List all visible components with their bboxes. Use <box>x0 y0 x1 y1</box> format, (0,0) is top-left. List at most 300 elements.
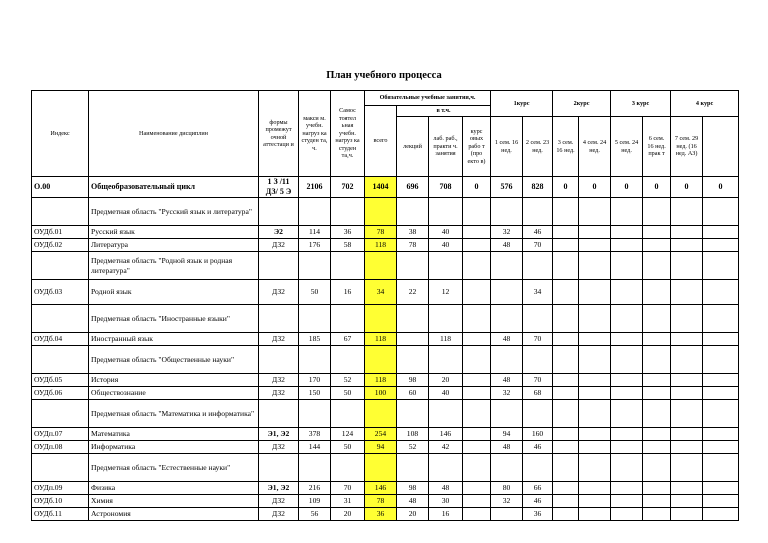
cell-self: 70 <box>331 482 365 495</box>
cell-cw <box>463 346 491 374</box>
cell-name: Литература <box>89 239 259 252</box>
cell-total <box>365 400 397 428</box>
cell-s2: 68 <box>523 387 553 400</box>
cell-name: Математика <box>89 428 259 441</box>
cell-total <box>365 346 397 374</box>
cell-s3 <box>553 239 579 252</box>
cell-labs <box>429 252 463 280</box>
header-sem-3: 3 сем. 16 нед. <box>553 117 579 177</box>
cell-cw <box>463 239 491 252</box>
cell-total: 78 <box>365 495 397 508</box>
cell-s1: 576 <box>491 177 523 198</box>
cell-total: 254 <box>365 428 397 441</box>
cell-s7 <box>671 400 703 428</box>
cell-self <box>331 454 365 482</box>
cell-s2 <box>523 198 553 226</box>
cell-s5 <box>611 454 643 482</box>
cell-s5 <box>611 400 643 428</box>
cell-name: Предметная область "Естественные науки" <box>89 454 259 482</box>
header-sem-8 <box>703 117 739 177</box>
cell-s6 <box>643 333 671 346</box>
cell-cw <box>463 387 491 400</box>
cell-s3 <box>553 428 579 441</box>
cell-lect: 52 <box>397 441 429 454</box>
cell-s6 <box>643 495 671 508</box>
cell-s5 <box>611 252 643 280</box>
header-sem-1: 1 сем. 16 нед. <box>491 117 523 177</box>
cell-total: 118 <box>365 374 397 387</box>
header-index: Индекс <box>32 91 89 177</box>
cell-form: ДЗ2 <box>259 239 299 252</box>
cell-s4 <box>579 239 611 252</box>
cell-cw <box>463 226 491 239</box>
cell-self <box>331 252 365 280</box>
cell-name: Предметная область "Русский язык и литература" <box>89 198 259 226</box>
cell-lect: 38 <box>397 226 429 239</box>
cell-index: ОУДб.02 <box>32 239 89 252</box>
cell-labs: 40 <box>429 226 463 239</box>
cell-lect: 22 <box>397 280 429 305</box>
cell-s4 <box>579 305 611 333</box>
cell-s1: 48 <box>491 441 523 454</box>
cell-self: 50 <box>331 441 365 454</box>
cell-self <box>331 400 365 428</box>
cell-s1: 80 <box>491 482 523 495</box>
cell-index <box>32 252 89 280</box>
cell-s2: 46 <box>523 226 553 239</box>
cell-labs: 42 <box>429 441 463 454</box>
cell-max: 176 <box>299 239 331 252</box>
cell-max: 56 <box>299 508 331 521</box>
header-sem-5: 5 сем. 24 нед. <box>611 117 643 177</box>
cell-total: 34 <box>365 280 397 305</box>
cell-max: 2106 <box>299 177 331 198</box>
cell-form: Э1, Э2 <box>259 482 299 495</box>
cell-index: ОУДп.09 <box>32 482 89 495</box>
cell-s8: 0 <box>703 177 739 198</box>
cell-self: 67 <box>331 333 365 346</box>
cell-max <box>299 198 331 226</box>
cell-total <box>365 305 397 333</box>
cell-s3 <box>553 226 579 239</box>
cell-s4 <box>579 441 611 454</box>
cell-index: ОУДб.03 <box>32 280 89 305</box>
cell-lect <box>397 454 429 482</box>
cell-s1: 48 <box>491 374 523 387</box>
cell-cw <box>463 482 491 495</box>
cell-s7 <box>671 239 703 252</box>
cell-index: ОУДб.11 <box>32 508 89 521</box>
cell-self: 20 <box>331 508 365 521</box>
cell-labs: 30 <box>429 495 463 508</box>
subject-area-row <box>32 252 739 280</box>
cell-name: Информатика <box>89 441 259 454</box>
cell-labs: 118 <box>429 333 463 346</box>
header-name: Наименование дисциплин <box>89 91 259 177</box>
cell-s8 <box>703 400 739 428</box>
cell-s5 <box>611 482 643 495</box>
cell-s7 <box>671 305 703 333</box>
cell-name: Предметная область "Общественные науки" <box>89 346 259 374</box>
cell-s6 <box>643 252 671 280</box>
cell-lect <box>397 252 429 280</box>
cell-index: ОУДб.05 <box>32 374 89 387</box>
header-course-work: курс овых рабо т (про екто в) <box>463 117 491 177</box>
cell-s6 <box>643 428 671 441</box>
cell-index: ОУДб.01 <box>32 226 89 239</box>
cell-s1: 32 <box>491 495 523 508</box>
cell-labs: 16 <box>429 508 463 521</box>
cell-lect: 108 <box>397 428 429 441</box>
cell-labs: 708 <box>429 177 463 198</box>
cell-s7: 0 <box>671 177 703 198</box>
cell-s1 <box>491 346 523 374</box>
cell-s5 <box>611 441 643 454</box>
cell-s1: 32 <box>491 226 523 239</box>
header-labs: лаб. раб., практи ч. занятия <box>429 117 463 177</box>
cell-max: 170 <box>299 374 331 387</box>
cell-lect <box>397 305 429 333</box>
cell-total: 146 <box>365 482 397 495</box>
cell-self: 52 <box>331 374 365 387</box>
cell-max: 50 <box>299 280 331 305</box>
cell-form: 1 З /11 ДЗ/ 5 Э <box>259 177 299 198</box>
cell-s4 <box>579 508 611 521</box>
cell-cw <box>463 305 491 333</box>
cell-s2: 160 <box>523 428 553 441</box>
cell-cw: 0 <box>463 177 491 198</box>
cell-max: 144 <box>299 441 331 454</box>
cell-s7 <box>671 441 703 454</box>
cell-s7 <box>671 252 703 280</box>
subject-area-row <box>32 305 739 333</box>
cell-labs: 48 <box>429 482 463 495</box>
cell-labs <box>429 400 463 428</box>
cell-s3 <box>553 346 579 374</box>
cell-lect <box>397 400 429 428</box>
cell-self: 50 <box>331 387 365 400</box>
cell-index <box>32 346 89 374</box>
cell-s5 <box>611 305 643 333</box>
cell-total: 78 <box>365 226 397 239</box>
cell-self: 702 <box>331 177 365 198</box>
cell-form: ДЗ2 <box>259 280 299 305</box>
cell-s3 <box>553 441 579 454</box>
cell-s3 <box>553 495 579 508</box>
cell-s5 <box>611 280 643 305</box>
cell-s7 <box>671 428 703 441</box>
cell-cw <box>463 428 491 441</box>
cell-s6 <box>643 454 671 482</box>
cell-s3 <box>553 387 579 400</box>
cell-s7 <box>671 482 703 495</box>
cell-max: 150 <box>299 387 331 400</box>
cell-s2 <box>523 305 553 333</box>
cell-total: 94 <box>365 441 397 454</box>
cell-s6 <box>643 387 671 400</box>
cell-s4 <box>579 428 611 441</box>
cell-s6 <box>643 441 671 454</box>
header-sem-6: 6 сем. 16 нед. прак т <box>643 117 671 177</box>
cell-name: Астрономия <box>89 508 259 521</box>
cell-s4 <box>579 226 611 239</box>
table-row <box>32 482 739 495</box>
summary-row <box>32 177 739 198</box>
cell-lect: 20 <box>397 508 429 521</box>
cell-index: ОУДп.07 <box>32 428 89 441</box>
cell-s8 <box>703 198 739 226</box>
cell-s8 <box>703 454 739 482</box>
cell-self: 124 <box>331 428 365 441</box>
cell-index <box>32 400 89 428</box>
cell-index <box>32 198 89 226</box>
table-row <box>32 441 739 454</box>
cell-form <box>259 198 299 226</box>
cell-labs <box>429 346 463 374</box>
cell-s4 <box>579 400 611 428</box>
cell-form <box>259 400 299 428</box>
cell-s1 <box>491 198 523 226</box>
cell-cw <box>463 333 491 346</box>
cell-s5 <box>611 428 643 441</box>
cell-s6 <box>643 346 671 374</box>
cell-s3: 0 <box>553 177 579 198</box>
cell-s1: 94 <box>491 428 523 441</box>
cell-self <box>331 198 365 226</box>
subject-area-row <box>32 198 739 226</box>
cell-max <box>299 454 331 482</box>
cell-s4 <box>579 482 611 495</box>
cell-s8 <box>703 508 739 521</box>
cell-s1 <box>491 252 523 280</box>
cell-s6 <box>643 239 671 252</box>
cell-s4 <box>579 333 611 346</box>
header-max-load: макси м. учебн. нагруз ка студен та, ч. <box>299 91 331 177</box>
cell-s2: 46 <box>523 441 553 454</box>
cell-labs: 146 <box>429 428 463 441</box>
cell-s5 <box>611 226 643 239</box>
header-course-1: 1курс <box>491 91 553 117</box>
table-row <box>32 280 739 305</box>
cell-form <box>259 346 299 374</box>
cell-s6 <box>643 226 671 239</box>
table-row <box>32 239 739 252</box>
cell-s7 <box>671 454 703 482</box>
cell-s2: 34 <box>523 280 553 305</box>
cell-max <box>299 400 331 428</box>
cell-cw <box>463 252 491 280</box>
cell-s2 <box>523 346 553 374</box>
cell-s3 <box>553 508 579 521</box>
cell-s5 <box>611 333 643 346</box>
cell-labs <box>429 305 463 333</box>
cell-s7 <box>671 226 703 239</box>
cell-cw <box>463 441 491 454</box>
table-row <box>32 495 739 508</box>
cell-form <box>259 305 299 333</box>
cell-form: ДЗ2 <box>259 387 299 400</box>
cell-s7 <box>671 333 703 346</box>
header-sem-4: 4 сем. 24 нед. <box>579 117 611 177</box>
cell-lect <box>397 198 429 226</box>
cell-s3 <box>553 198 579 226</box>
cell-s8 <box>703 252 739 280</box>
cell-s1: 48 <box>491 239 523 252</box>
cell-name: Родной язык <box>89 280 259 305</box>
cell-s4: 0 <box>579 177 611 198</box>
cell-s7 <box>671 387 703 400</box>
cell-s2: 828 <box>523 177 553 198</box>
cell-s6 <box>643 508 671 521</box>
cell-s2: 70 <box>523 333 553 346</box>
cell-max: 185 <box>299 333 331 346</box>
cell-s3 <box>553 454 579 482</box>
cell-total <box>365 252 397 280</box>
cell-max <box>299 252 331 280</box>
cell-form: ДЗ2 <box>259 333 299 346</box>
cell-s7 <box>671 198 703 226</box>
cell-s8 <box>703 495 739 508</box>
cell-s4 <box>579 280 611 305</box>
cell-s2 <box>523 454 553 482</box>
curriculum-table <box>31 90 739 521</box>
header-self-study: Самос тоятел ьная учебн. нагруз ка студен та,ч. <box>331 91 365 177</box>
header-lectures: лекций <box>397 117 429 177</box>
cell-lect: 78 <box>397 239 429 252</box>
cell-s8 <box>703 428 739 441</box>
cell-form: ДЗ2 <box>259 495 299 508</box>
cell-s3 <box>553 374 579 387</box>
header-incl: в т.ч. <box>397 106 491 117</box>
cell-s2 <box>523 252 553 280</box>
subject-area-row <box>32 346 739 374</box>
cell-s1 <box>491 305 523 333</box>
cell-labs <box>429 454 463 482</box>
cell-lect: 98 <box>397 374 429 387</box>
table-row <box>32 387 739 400</box>
cell-form <box>259 454 299 482</box>
cell-max: 109 <box>299 495 331 508</box>
cell-name: Химия <box>89 495 259 508</box>
cell-s7 <box>671 508 703 521</box>
table-row <box>32 333 739 346</box>
cell-labs: 20 <box>429 374 463 387</box>
cell-s3 <box>553 482 579 495</box>
cell-s4 <box>579 198 611 226</box>
header-course-3: 3 курс <box>611 91 671 117</box>
cell-s6 <box>643 305 671 333</box>
cell-name: Предметная область "Иностранные языки" <box>89 305 259 333</box>
table-row <box>32 226 739 239</box>
cell-labs: 40 <box>429 239 463 252</box>
cell-s5 <box>611 508 643 521</box>
cell-s5 <box>611 374 643 387</box>
page-title: План учебного процесса <box>326 70 442 81</box>
cell-name: Предметная область "Родной язык и родная литература" <box>89 252 259 280</box>
table-row <box>32 374 739 387</box>
cell-name: Физика <box>89 482 259 495</box>
cell-s7 <box>671 280 703 305</box>
cell-s8 <box>703 239 739 252</box>
cell-s4 <box>579 346 611 374</box>
header-total: всего <box>365 106 397 177</box>
cell-s8 <box>703 280 739 305</box>
cell-s8 <box>703 305 739 333</box>
cell-self: 16 <box>331 280 365 305</box>
subject-area-row <box>32 454 739 482</box>
cell-s2: 70 <box>523 239 553 252</box>
cell-s6 <box>643 482 671 495</box>
cell-s2: 70 <box>523 374 553 387</box>
cell-s8 <box>703 226 739 239</box>
cell-form: ДЗ2 <box>259 508 299 521</box>
cell-s7 <box>671 495 703 508</box>
cell-form: Э2 <box>259 226 299 239</box>
cell-s3 <box>553 252 579 280</box>
cell-s2: 46 <box>523 495 553 508</box>
cell-s4 <box>579 454 611 482</box>
cell-lect: 696 <box>397 177 429 198</box>
cell-s8 <box>703 333 739 346</box>
cell-s4 <box>579 387 611 400</box>
cell-lect <box>397 346 429 374</box>
cell-index: О.00 <box>32 177 89 198</box>
cell-s1: 32 <box>491 387 523 400</box>
cell-self: 58 <box>331 239 365 252</box>
cell-s6 <box>643 374 671 387</box>
header-mandatory: Обязательные учебные занятия,ч. <box>365 91 491 106</box>
cell-s8 <box>703 441 739 454</box>
cell-cw <box>463 198 491 226</box>
cell-name: Предметная область "Математика и информатика" <box>89 400 259 428</box>
cell-index: ОУДб.06 <box>32 387 89 400</box>
cell-index <box>32 454 89 482</box>
cell-s3 <box>553 305 579 333</box>
cell-s6 <box>643 198 671 226</box>
cell-form: ДЗ2 <box>259 374 299 387</box>
cell-s4 <box>579 374 611 387</box>
cell-name: Обществознание <box>89 387 259 400</box>
cell-labs: 12 <box>429 280 463 305</box>
cell-self: 31 <box>331 495 365 508</box>
cell-labs <box>429 198 463 226</box>
cell-cw <box>463 454 491 482</box>
cell-lect: 98 <box>397 482 429 495</box>
cell-total: 100 <box>365 387 397 400</box>
cell-max <box>299 305 331 333</box>
subject-area-row <box>32 400 739 428</box>
cell-s8 <box>703 346 739 374</box>
cell-self <box>331 346 365 374</box>
cell-total: 118 <box>365 239 397 252</box>
cell-total <box>365 198 397 226</box>
cell-cw <box>463 495 491 508</box>
cell-lect <box>397 333 429 346</box>
cell-max <box>299 346 331 374</box>
cell-s5 <box>611 239 643 252</box>
cell-max: 216 <box>299 482 331 495</box>
header-sem-7: 7 сем. 29 нед. (16 нед. АЗ) <box>671 117 703 177</box>
cell-self: 36 <box>331 226 365 239</box>
cell-total: 36 <box>365 508 397 521</box>
cell-form <box>259 252 299 280</box>
cell-s5 <box>611 346 643 374</box>
cell-s7 <box>671 346 703 374</box>
cell-s1 <box>491 280 523 305</box>
header-course-4: 4 курс <box>671 91 739 117</box>
cell-s6 <box>643 400 671 428</box>
cell-total: 118 <box>365 333 397 346</box>
